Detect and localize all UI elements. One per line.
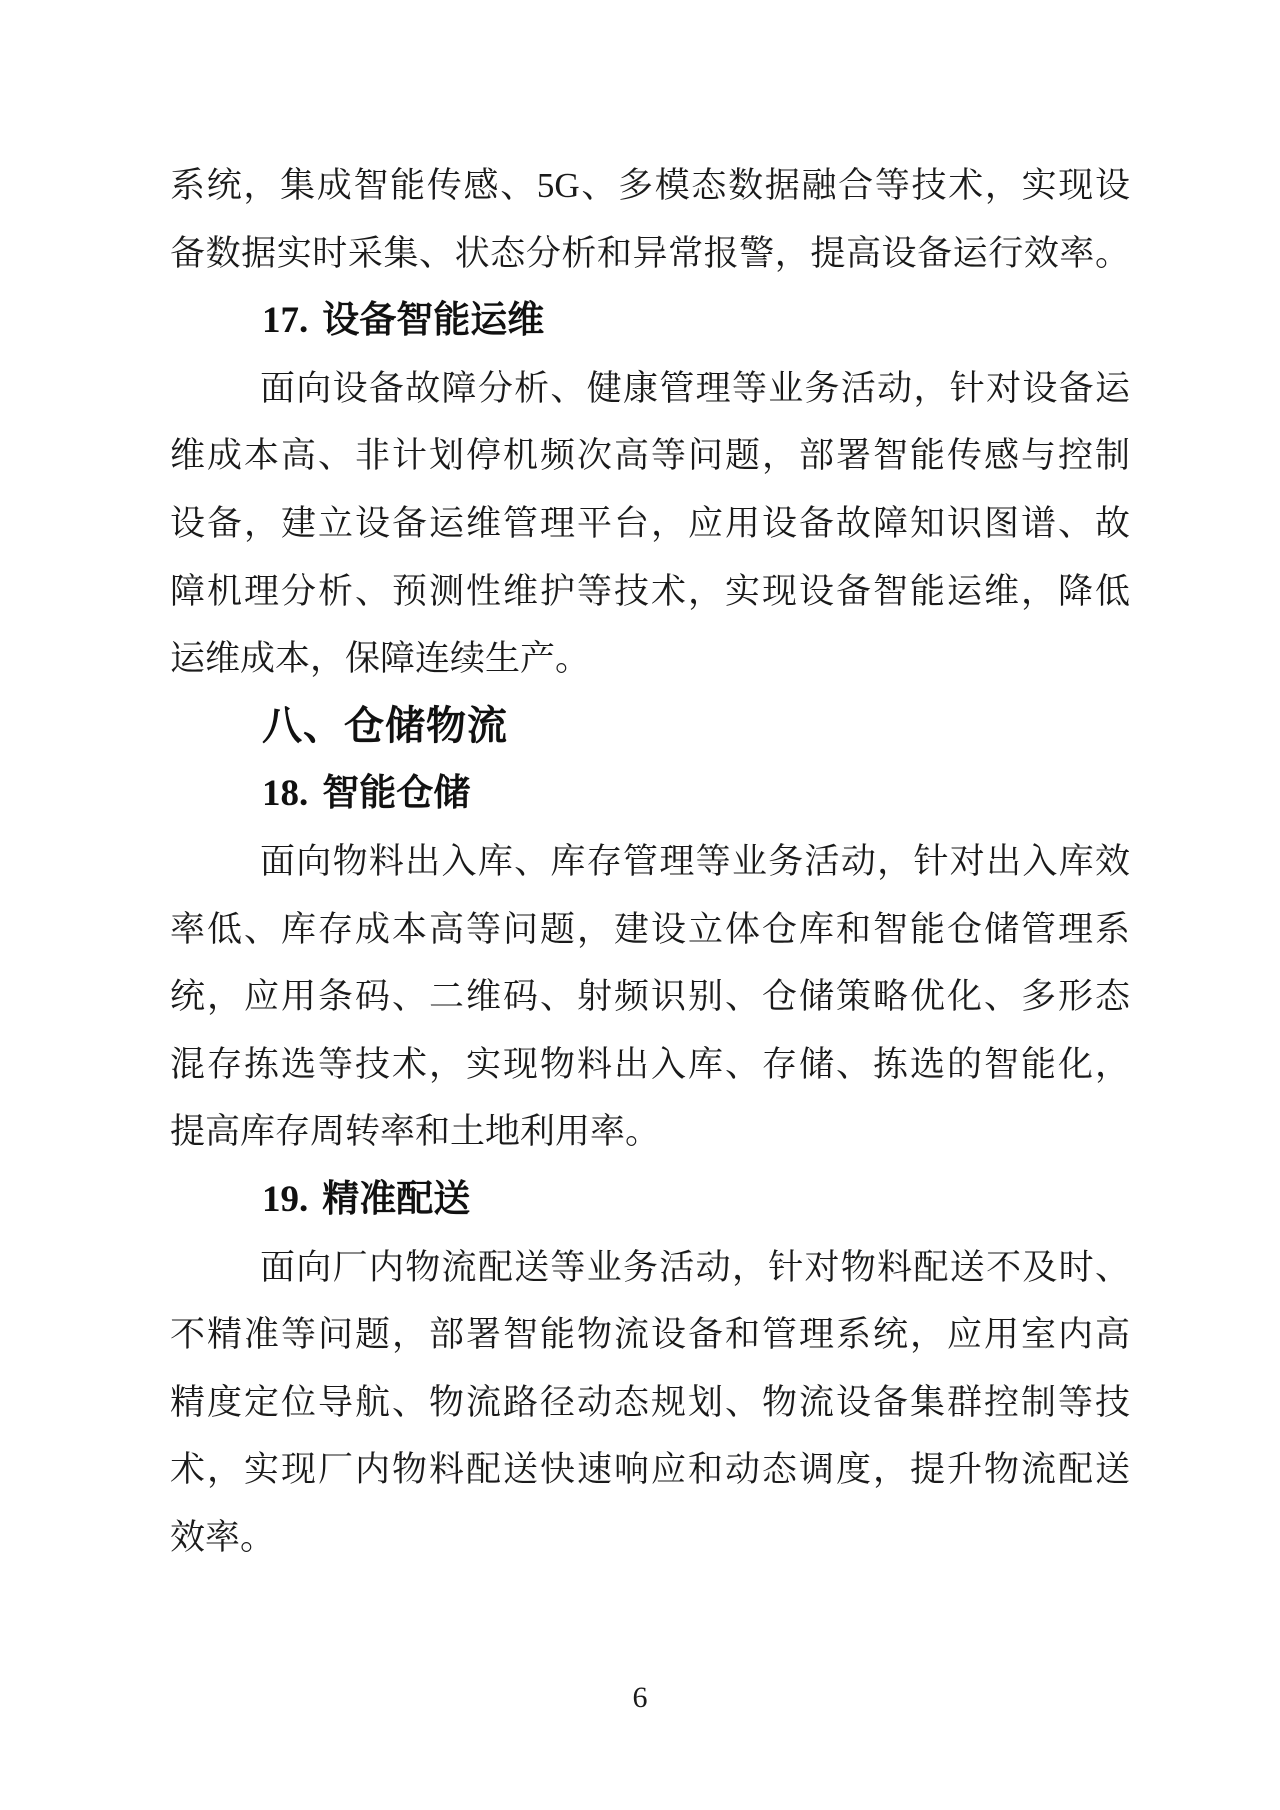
paragraph-17-line: 运维成本，保障连续生产。 (170, 639, 591, 679)
paragraph-17-line: 面向设备故障分析、健康管理等业务活动，针对设备运 (260, 368, 1130, 408)
paragraph-18-line: 率低、库存成本高等问题，建设立体仓库和智能仓储管理系 (170, 909, 1130, 949)
item-heading-18-title: 智能仓储 (322, 773, 471, 815)
paragraph-19-line: 不精准等问题，部署智能物流设备和管理系统，应用室内高 (170, 1315, 1130, 1355)
paragraph-19-line: 术，实现厂内物料配送快速响应和动态调度，提升物流配送 (170, 1450, 1130, 1490)
paragraph-17-line: 障机理分析、预测性维护等技术，实现设备智能运维，降低 (170, 571, 1130, 611)
paragraph-17-line: 维成本高、非计划停机频次高等问题，部署智能传感与控制 (170, 436, 1130, 476)
paragraph-19-line: 精度定位导航、物流路径动态规划、物流设备集群控制等技 (170, 1382, 1130, 1422)
item-heading-17-title: 设备智能运维 (322, 300, 545, 342)
page-content (170, 152, 1130, 1571)
paragraph-18-line: 提高库存周转率和土地利用率。 (170, 1112, 661, 1152)
item-heading-18 (170, 760, 1130, 828)
item-heading-19-number: 19. (262, 1178, 309, 1220)
item-heading-19-title: 精准配送 (322, 1178, 471, 1220)
paragraph-18-line: 面向物料出入库、库存管理等业务活动，针对出入库效 (260, 841, 1130, 881)
paragraph-18-line: 混存拣选等技术，实现物料出入库、存储、拣选的智能化， (170, 1044, 1130, 1084)
item-heading-19 (170, 1166, 1130, 1234)
page-number: 6 (632, 1681, 648, 1714)
paragraph-18-line: 统，应用条码、二维码、射频识别、仓储策略优化、多形态 (170, 977, 1130, 1017)
paragraph-16-line: 系统，集成智能传感、5G、多模态数据融合等技术，实现设 (170, 166, 1130, 205)
section-heading-8: 八、仓储物流 (262, 703, 508, 748)
item-heading-17-number: 17. (262, 300, 309, 342)
item-heading-18-number: 18. (262, 773, 309, 815)
paragraph-19-line: 效率。 (170, 1517, 276, 1557)
paragraph-17-line: 设备，建立设备运维管理平台，应用设备故障知识图谱、故 (170, 503, 1130, 543)
item-heading-17 (170, 287, 1130, 355)
paragraph-19-line: 面向厂内物流配送等业务活动，针对物料配送不及时、 (260, 1247, 1130, 1287)
paragraph-16-line: 备数据实时采集、状态分析和异常报警，提高设备运行效率。 (170, 233, 1130, 273)
